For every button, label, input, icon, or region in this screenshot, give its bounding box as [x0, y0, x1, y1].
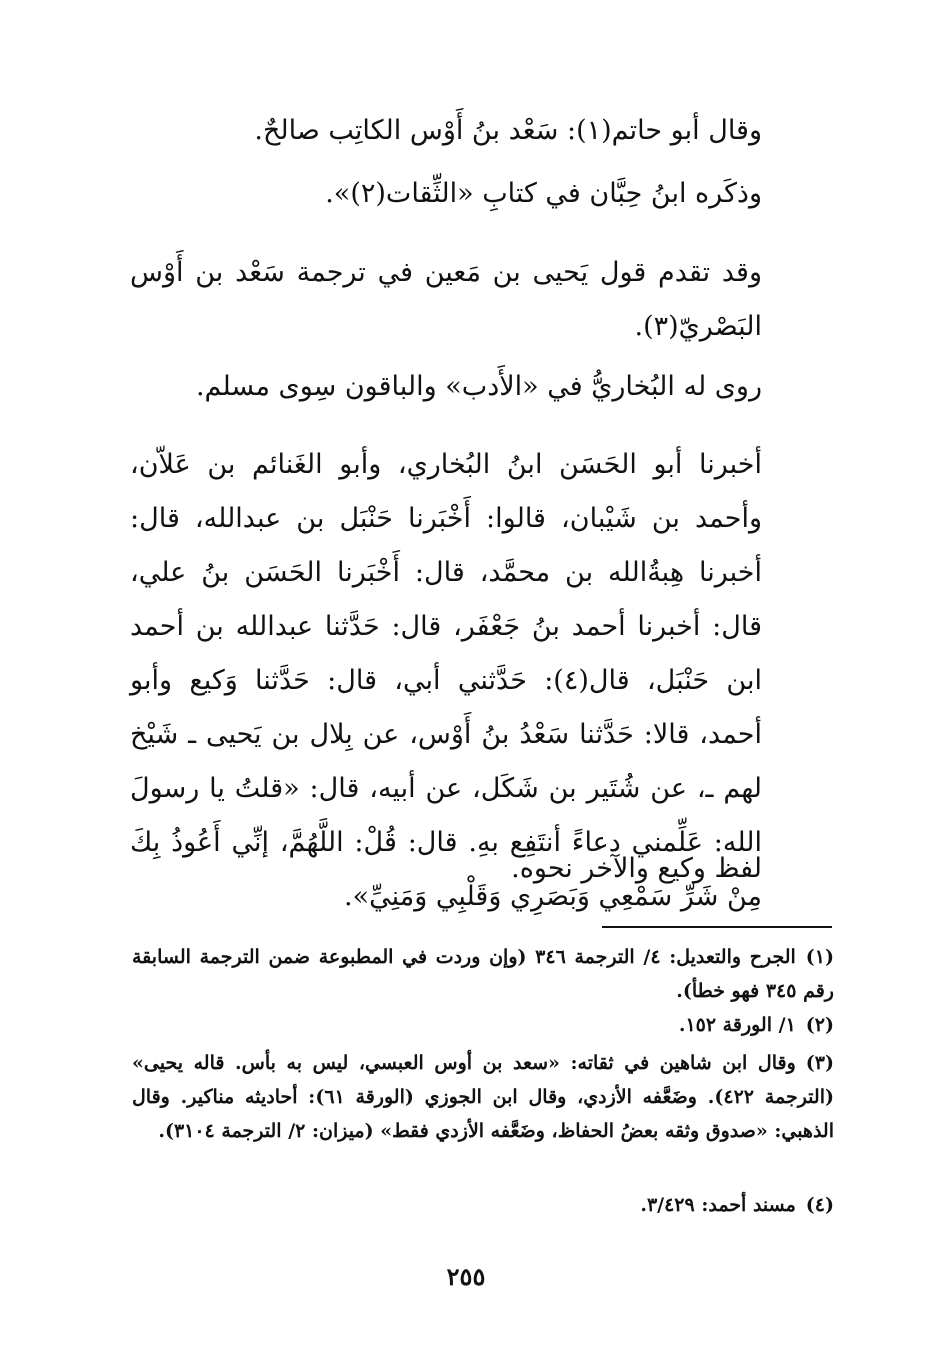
paragraph-4: روى له البُخاريُّ في «الأَدب» والباقون سِوى مسلم.	[195, 371, 762, 402]
footnote-text: الجرح والتعديل: ٤/ الترجمة ٣٤٦ (وإن وردت في المطبوعة ضمن الترجمة السابقة رقم ٣٤٥ فهو خطأ).	[132, 946, 834, 1002]
footnote-number: (١)	[805, 946, 835, 968]
footnote-1	[132, 940, 834, 1008]
footnote-number: (٣)	[805, 1052, 834, 1074]
footnote-number: (٤)	[805, 1194, 834, 1216]
footnote-3	[132, 1046, 834, 1148]
paragraph-3: وقد تقدم قول يَحيى بن مَعين في ترجمة سَعْد بن أَوْس البَصْريّ(٣).	[130, 257, 762, 342]
footnote-4	[132, 1188, 834, 1222]
footnote-text: وقال ابن شاهين في ثقاته: «سعد بن أوس العبسي، ليس به بأس. قاله يحيى» (الترجمة ٤٢٢). وضَعَّفه الأزدي، وقال ابن الجوزي (الورقة ٦١): أحاديثه مناكير. وقال الذهبي: «صدوق وثقه بعضُ الحفاظ، وضَعَّفه الأزدي فقط» (ميزان: ٢/ الترجمة ٣١٠٤).	[132, 1052, 834, 1142]
paragraph-6: لفظ وكيع والآخر نحوه.	[511, 853, 762, 884]
footnote-text: ١/ الورقة ١٥٢.	[678, 1014, 796, 1036]
footnote-separator	[602, 926, 832, 928]
paragraph-1: وقال أبو حاتم(١): سَعْد بنُ أَوْس الكاتِب صالحٌ.	[254, 115, 762, 146]
paragraph-2: وذكَره ابنُ حِبَّان في كتابِ «الثِّقات(٢)».	[325, 178, 762, 209]
footnote-text: مسند أحمد: ٣/٤٢٩.	[640, 1194, 796, 1216]
footnote-number: (٢)	[805, 1014, 834, 1036]
paragraph-5: أخبرنا أبو الحَسَن ابنُ البُخاري، وأبو الغَنائم بن عَلاّن، وأحمد بن شَيْبان، قالوا: أَخْبَرنا حَنْبَل بن عبدالله، قال: أخبرنا هِبةُالله بن محمَّد، قال: أَخْبَرنا الحَسَن بنُ علي، قال: أخبرنا أحمد بنُ جَعْفَر، قال: حَدَّثنا عبدالله بن أحمد ابن حَنْبَل، قال(٤): حَدَّثني أبي، قال: حَدَّثنا وَكيع وأبو أحمد، قالا: حَدَّثنا سَعْدُ بنُ أَوْس، عن بِلال بن يَحيى ـ شَيْخ لهم ـ، عن شُتَير بن شَكَل، عن أبيه، قال: «قلتُ يا رسولَ الله: عَلِّمني دعاءً أنتَفِع بهِ. قال: قُلْ: اللَّهُمَّ، إنِّي أَعُوذُ بِكَ مِنْ شَرِّ سَمْعِي وَبَصَرِي وَقَلْبِي وَمَنِيِّ».	[130, 449, 763, 912]
footnote-2	[132, 1008, 834, 1042]
page-number: ٢٥٥	[446, 1262, 486, 1291]
